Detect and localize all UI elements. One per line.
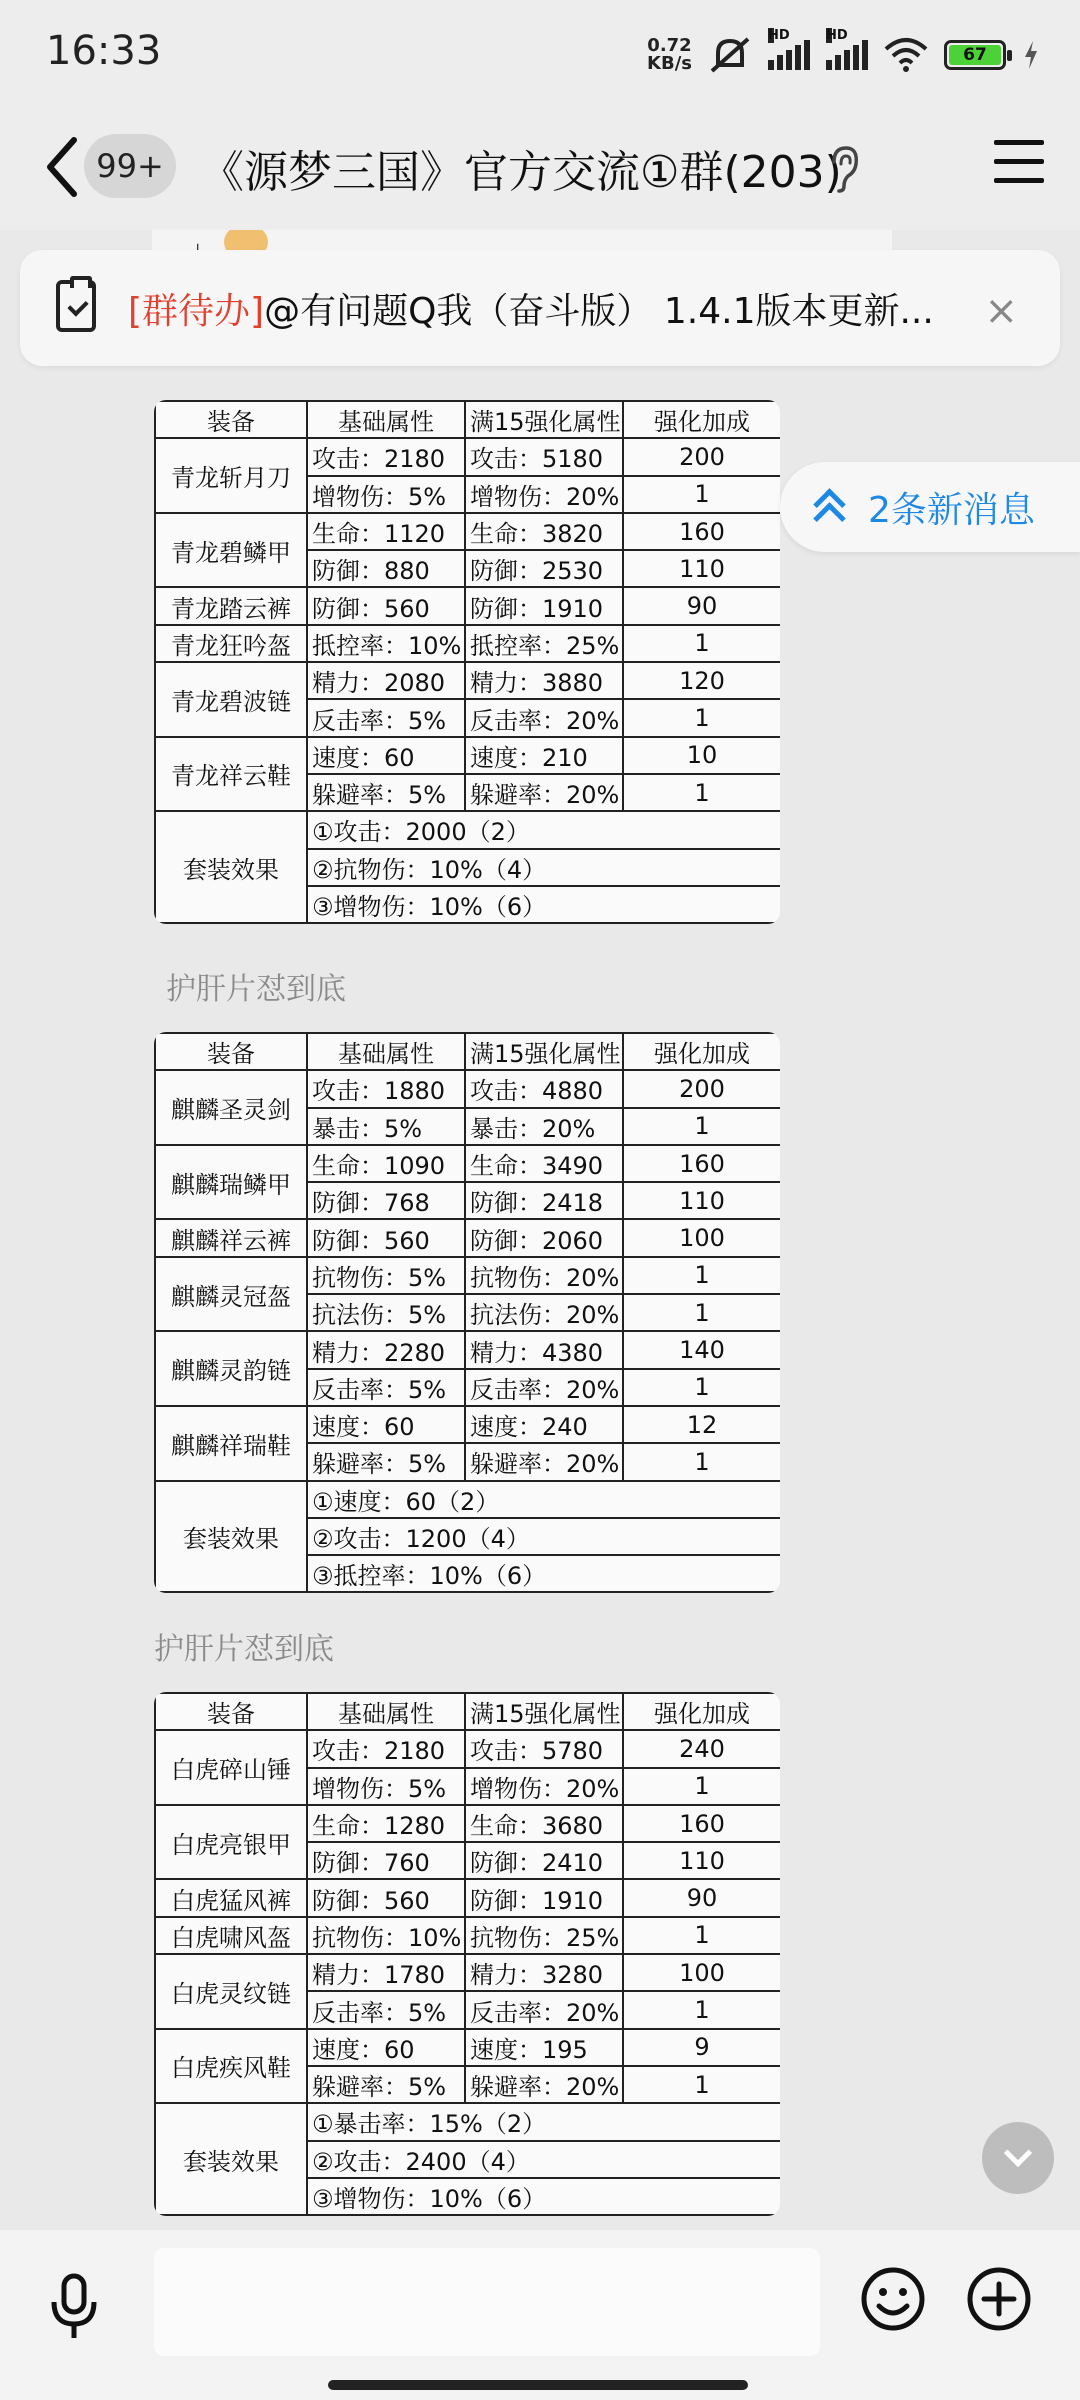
bonus: 1 — [623, 1768, 780, 1805]
net-speed-value: 0.72 — [647, 35, 692, 56]
table-header-row — [155, 1693, 780, 1730]
set-effect: ③增物伤：10%（6） — [307, 2178, 780, 2215]
item-name: 麒麟祥瑞鞋 — [155, 1406, 307, 1481]
input-bar — [0, 2230, 1080, 2400]
bonus: 120 — [623, 662, 780, 699]
max-stat: 躲避率：20% — [465, 774, 623, 811]
set-effect: ③增物伤：10%（6） — [307, 886, 780, 923]
col-header: 基础属性 — [307, 1693, 465, 1730]
bonus: 160 — [623, 1805, 780, 1842]
base-stat: 躲避率：5% — [307, 774, 465, 811]
max-stat: 抗物伤：25% — [465, 1917, 623, 1954]
bonus: 1 — [623, 699, 780, 736]
hd-label: HD — [826, 28, 848, 43]
bonus: 1 — [623, 1443, 780, 1480]
table-row — [155, 1257, 780, 1294]
item-name: 青龙碧波链 — [155, 662, 307, 737]
set-row — [155, 2103, 780, 2140]
plus-icon[interactable] — [966, 2266, 1032, 2332]
max-stat: 反击率：20% — [465, 1369, 623, 1406]
mute-icon — [708, 35, 752, 75]
set-effect: ②抗物伤：10%（4） — [307, 849, 780, 886]
item-name: 白虎碎山锤 — [155, 1730, 307, 1805]
new-messages-label: 2条新消息 — [868, 489, 1035, 531]
hd-label: HD — [768, 28, 790, 43]
item-name: 白虎亮银甲 — [155, 1805, 307, 1880]
base-stat: 抗物伤：5% — [307, 1257, 465, 1294]
bonus: 100 — [623, 1219, 780, 1256]
max-stat: 速度：240 — [465, 1406, 623, 1443]
bonus: 160 — [623, 1145, 780, 1182]
emoji-icon[interactable] — [860, 2266, 926, 2332]
base-stat: 抗法伤：5% — [307, 1294, 465, 1331]
set-effect: ①速度：60（2） — [307, 1481, 780, 1518]
max-stat: 速度：195 — [465, 2029, 623, 2066]
max-stat: 速度：210 — [465, 737, 623, 774]
chat-header — [0, 110, 1080, 230]
item-name: 白虎灵纹链 — [155, 1954, 307, 2029]
base-stat: 躲避率：5% — [307, 1443, 465, 1480]
base-stat: 反击率：5% — [307, 1991, 465, 2028]
table-row — [155, 625, 780, 662]
back-icon[interactable] — [40, 132, 84, 202]
home-indicator[interactable] — [328, 2380, 748, 2390]
item-name: 青龙碧鳞甲 — [155, 513, 307, 588]
base-stat: 防御：768 — [307, 1182, 465, 1219]
set-label: 套装效果 — [155, 2103, 307, 2215]
table-row — [155, 513, 780, 550]
max-stat: 攻击：5780 — [465, 1730, 623, 1767]
menu-icon[interactable] — [994, 140, 1044, 190]
table-row — [155, 1219, 780, 1256]
bonus: 140 — [623, 1331, 780, 1368]
double-chevron-up-icon — [812, 487, 844, 527]
col-header: 装备 — [155, 1693, 307, 1730]
set-effect: ②攻击：1200（4） — [307, 1518, 780, 1555]
base-stat: 速度：60 — [307, 2029, 465, 2066]
set-effect: ③抵控率：10%（6） — [307, 1555, 780, 1592]
page-title[interactable]: 《源梦三国》官方交流①群(203) — [200, 147, 842, 198]
base-stat: 攻击：2180 — [307, 1730, 465, 1767]
base-stat: 暴击：5% — [307, 1108, 465, 1145]
max-stat: 抵控率：25% — [465, 625, 623, 662]
status-icons — [647, 30, 1040, 80]
bonus: 90 — [623, 587, 780, 624]
bonus: 1 — [623, 1294, 780, 1331]
table-row — [155, 1331, 780, 1368]
max-stat: 躲避率：20% — [465, 2066, 623, 2103]
todo-banner[interactable] — [20, 250, 1060, 366]
todo-text[interactable] — [128, 283, 958, 334]
net-speed — [647, 37, 692, 73]
status-bar — [0, 0, 1080, 110]
max-stat: 精力：4380 — [465, 1331, 623, 1368]
base-stat: 速度：60 — [307, 1406, 465, 1443]
base-stat: 抵控率：10% — [307, 625, 465, 662]
base-stat: 抗物伤：10% — [307, 1917, 465, 1954]
bonus: 1 — [623, 1108, 780, 1145]
max-stat: 防御：2060 — [465, 1219, 623, 1256]
table-row — [155, 1730, 780, 1767]
max-stat: 暴击：20% — [465, 1108, 623, 1145]
bonus: 10 — [623, 737, 780, 774]
base-stat: 增物伤：5% — [307, 476, 465, 513]
wifi-icon — [884, 37, 928, 73]
max-stat: 抗物伤：20% — [465, 1257, 623, 1294]
set-effect: ①攻击：2000（2） — [307, 811, 780, 848]
base-stat: 精力：1780 — [307, 1954, 465, 1991]
item-name: 麒麟祥云裤 — [155, 1219, 307, 1256]
bonus: 200 — [623, 1070, 780, 1107]
base-stat: 生命：1090 — [307, 1145, 465, 1182]
base-stat: 防御：560 — [307, 587, 465, 624]
col-header: 装备 — [155, 401, 307, 438]
net-speed-unit: KB/s — [647, 53, 692, 74]
max-stat: 反击率：20% — [465, 1991, 623, 2028]
set-label: 套装效果 — [155, 811, 307, 923]
table-row — [155, 662, 780, 699]
status-time: 16:33 — [46, 28, 162, 74]
bonus: 100 — [623, 1954, 780, 1991]
set-label: 套装效果 — [155, 1481, 307, 1593]
equipment-table — [154, 400, 780, 924]
max-stat: 增物伤：20% — [465, 1768, 623, 1805]
bonus: 90 — [623, 1879, 780, 1916]
bonus: 1 — [623, 1369, 780, 1406]
new-messages-button[interactable] — [780, 462, 1080, 552]
item-name: 青龙踏云裤 — [155, 587, 307, 624]
base-stat: 增物伤：5% — [307, 1768, 465, 1805]
set-row — [155, 811, 780, 848]
col-header: 强化加成 — [623, 401, 780, 438]
max-stat: 反击率：20% — [465, 699, 623, 736]
signal-icon — [768, 28, 810, 70]
signal-icon — [826, 28, 868, 70]
table-row — [155, 1070, 780, 1107]
mic-icon[interactable] — [46, 2272, 102, 2342]
base-stat: 躲避率：5% — [307, 2066, 465, 2103]
bonus: 1 — [623, 1991, 780, 2028]
bonus: 1 — [623, 1917, 780, 1954]
bonus: 12 — [623, 1406, 780, 1443]
max-stat: 生命：3680 — [465, 1805, 623, 1842]
todo-content: @有问题Q我（奋斗版） 1.4.1版本更新... — [264, 291, 934, 332]
table-row — [155, 438, 780, 475]
col-header: 装备 — [155, 1033, 307, 1070]
ear-icon[interactable] — [826, 144, 862, 194]
max-stat: 防御：1910 — [465, 587, 623, 624]
charging-icon — [1022, 39, 1040, 71]
col-header: 强化加成 — [623, 1693, 780, 1730]
base-stat: 反击率：5% — [307, 1369, 465, 1406]
todo-tag: [群待办] — [128, 291, 265, 332]
set-effect: ②攻击：2400（4） — [307, 2141, 780, 2178]
table-header-row — [155, 1033, 780, 1070]
col-header: 基础属性 — [307, 1033, 465, 1070]
bonus: 240 — [623, 1730, 780, 1767]
bonus: 200 — [623, 438, 780, 475]
max-stat: 防御：2418 — [465, 1182, 623, 1219]
set-row — [155, 1481, 780, 1518]
table-row — [155, 1406, 780, 1443]
item-name: 麒麟灵韵链 — [155, 1331, 307, 1406]
equipment-table — [154, 1032, 780, 1593]
bonus: 1 — [623, 625, 780, 662]
base-stat: 防御：760 — [307, 1842, 465, 1879]
max-stat: 躲避率：20% — [465, 1443, 623, 1480]
bonus: 110 — [623, 1182, 780, 1219]
sender-name[interactable]: 护肝片怼到底 — [154, 1632, 334, 1667]
sender-name[interactable]: 护肝片怼到底 — [166, 972, 346, 1007]
max-stat: 精力：3280 — [465, 1954, 623, 1991]
table-row — [155, 1805, 780, 1842]
max-stat: 攻击：4880 — [465, 1070, 623, 1107]
table-row — [155, 2029, 780, 2066]
max-stat: 生命：3490 — [465, 1145, 623, 1182]
max-stat: 攻击：5180 — [465, 438, 623, 475]
base-stat: 精力：2280 — [307, 1331, 465, 1368]
col-header: 强化加成 — [623, 1033, 780, 1070]
col-header: 满15强化属性 — [465, 401, 623, 438]
base-stat: 精力：2080 — [307, 662, 465, 699]
table-row — [155, 1145, 780, 1182]
col-header: 满15强化属性 — [465, 1693, 623, 1730]
max-stat: 生命：3820 — [465, 513, 623, 550]
base-stat: 防御：880 — [307, 550, 465, 587]
base-stat: 生命：1280 — [307, 1805, 465, 1842]
base-stat: 攻击：1880 — [307, 1070, 465, 1107]
col-header: 满15强化属性 — [465, 1033, 623, 1070]
max-stat: 防御：1910 — [465, 1879, 623, 1916]
max-stat: 精力：3880 — [465, 662, 623, 699]
bonus: 110 — [623, 550, 780, 587]
max-stat: 防御：2410 — [465, 1842, 623, 1879]
item-name: 麒麟灵冠盔 — [155, 1257, 307, 1332]
equipment-table — [154, 1692, 780, 2216]
bonus: 1 — [623, 1257, 780, 1294]
table-row — [155, 1954, 780, 1991]
clipboard-check-icon — [56, 280, 96, 332]
unread-badge[interactable]: 99+ — [84, 134, 176, 198]
message-image-table[interactable] — [154, 1032, 780, 1593]
item-name: 白虎啸风盔 — [155, 1917, 307, 1954]
item-name: 青龙斩月刀 — [155, 438, 307, 513]
set-effect: ①暴击率：15%（2） — [307, 2103, 780, 2140]
table-row — [155, 587, 780, 624]
max-stat: 增物伤：20% — [465, 476, 623, 513]
battery-level: 67 — [949, 45, 1001, 65]
base-stat: 防御：560 — [307, 1879, 465, 1916]
message-input[interactable] — [154, 2248, 820, 2356]
base-stat: 攻击：2180 — [307, 438, 465, 475]
item-name: 麒麟瑞鳞甲 — [155, 1145, 307, 1220]
max-stat: 防御：2530 — [465, 550, 623, 587]
bonus: 110 — [623, 1842, 780, 1879]
message-image-table[interactable] — [154, 400, 780, 924]
bonus: 1 — [623, 2066, 780, 2103]
item-name: 青龙狂吟盔 — [155, 625, 307, 662]
chat-area[interactable] — [0, 230, 1080, 2230]
table-row — [155, 737, 780, 774]
close-icon[interactable]: × — [984, 288, 1018, 334]
battery-icon — [944, 40, 1006, 70]
base-stat: 速度：60 — [307, 737, 465, 774]
table-row — [155, 1879, 780, 1916]
item-name: 白虎疾风鞋 — [155, 2029, 307, 2104]
item-name: 青龙祥云鞋 — [155, 737, 307, 812]
bonus: 160 — [623, 513, 780, 550]
item-name: 麒麟圣灵剑 — [155, 1070, 307, 1145]
table-row — [155, 1917, 780, 1954]
col-header: 基础属性 — [307, 401, 465, 438]
bonus: 1 — [623, 476, 780, 513]
base-stat: 反击率：5% — [307, 699, 465, 736]
max-stat: 抗法伤：20% — [465, 1294, 623, 1331]
chevron-down-icon — [1004, 2139, 1032, 2167]
base-stat: 生命：1120 — [307, 513, 465, 550]
bonus: 9 — [623, 2029, 780, 2066]
message-image-table[interactable] — [154, 1692, 780, 2216]
bonus: 1 — [623, 774, 780, 811]
base-stat: 防御：560 — [307, 1219, 465, 1256]
item-name: 白虎猛风裤 — [155, 1879, 307, 1916]
table-header-row — [155, 401, 780, 438]
scroll-to-bottom-button[interactable] — [982, 2122, 1054, 2194]
